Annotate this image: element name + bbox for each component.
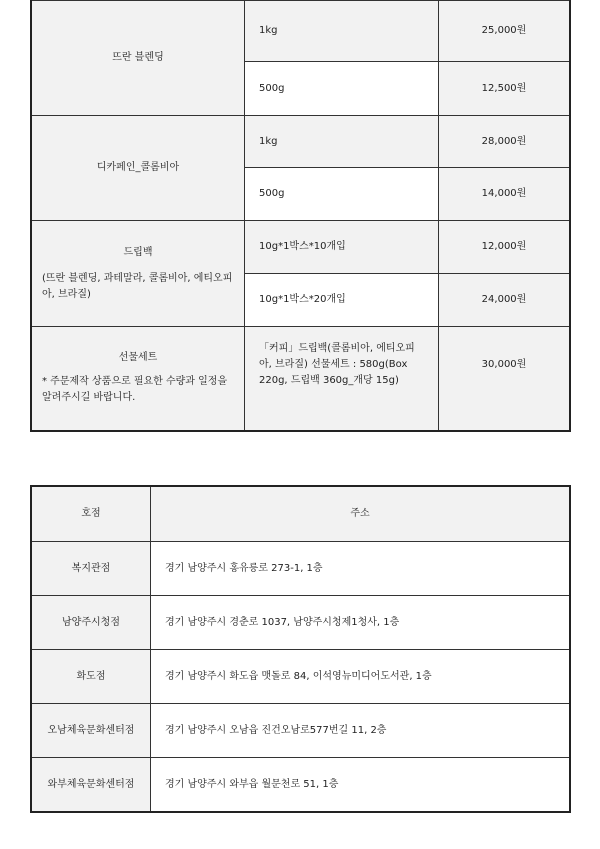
table-row [31,221,570,274]
store-address: 경기 남양주시 오남읍 진건오남로577번길 11, 2층 [151,704,571,758]
table-row [31,542,570,596]
store-address: 경기 남양주시 화도읍 맷돌로 84, 이석영뉴미디어도서관, 1층 [151,650,571,704]
product-price: 28,000원 [439,116,571,168]
product-spec: 10g*1박스*10개입 [245,221,439,274]
store-name: 와부체육문화센터점 [31,758,151,813]
table-row [31,1,570,62]
store-name: 오남체육문화센터점 [31,704,151,758]
product-spec: 1kg [245,116,439,168]
store-name: 남양주시청점 [31,596,151,650]
store-name: 복지관점 [31,542,151,596]
store-address: 경기 남양주시 경춘로 1037, 남양주시청제1청사, 1층 [151,596,571,650]
product-note: * 주문제작 상품으로 필요한 수량과 일정을 알려주시길 바랍니다. [42,376,228,404]
store-table [30,485,571,813]
product-name-cell [31,221,245,327]
product-name-cell [31,327,245,431]
product-name: 선물세트 [118,352,158,364]
store-column-header: 호점 [31,486,151,542]
product-spec: 500g [245,168,439,221]
product-price: 30,000원 [439,327,571,431]
product-spec: 1kg [245,1,439,62]
product-price: 12,000원 [439,221,571,274]
product-note: (뜨란 블렌딩, 과테말라, 콜롬비아, 에티오피아, 브라질) [42,272,233,300]
product-price: 14,000원 [439,168,571,221]
table-row [31,704,570,758]
product-spec: 500g [245,62,439,116]
table-row [31,116,570,168]
address-column-header: 주소 [151,486,571,542]
store-name: 화도점 [31,650,151,704]
product-spec: 10g*1박스*20개입 [245,274,439,327]
product-name: 드립백 [123,246,153,258]
table-row [31,758,570,813]
store-address: 경기 남양주시 홍유릉로 273-1, 1층 [151,542,571,596]
product-name: 뜨란 블렌딩 [31,1,245,116]
product-price: 12,500원 [439,62,571,116]
product-price: 24,000원 [439,274,571,327]
table-header-row [31,486,570,542]
table-row [31,650,570,704]
table-row [31,327,570,431]
product-name: 디카페인_콜롬비아 [31,116,245,221]
table-row [31,596,570,650]
price-table [30,0,571,432]
store-address: 경기 남양주시 와부읍 월문천로 51, 1층 [151,758,571,813]
product-spec: 「커피」드립백(콜롬비아, 에티오피아, 브라질) 선물세트 : 580g(Box 220g, 드립백 360g_개당 15g) [245,327,439,431]
product-price: 25,000원 [439,1,571,62]
